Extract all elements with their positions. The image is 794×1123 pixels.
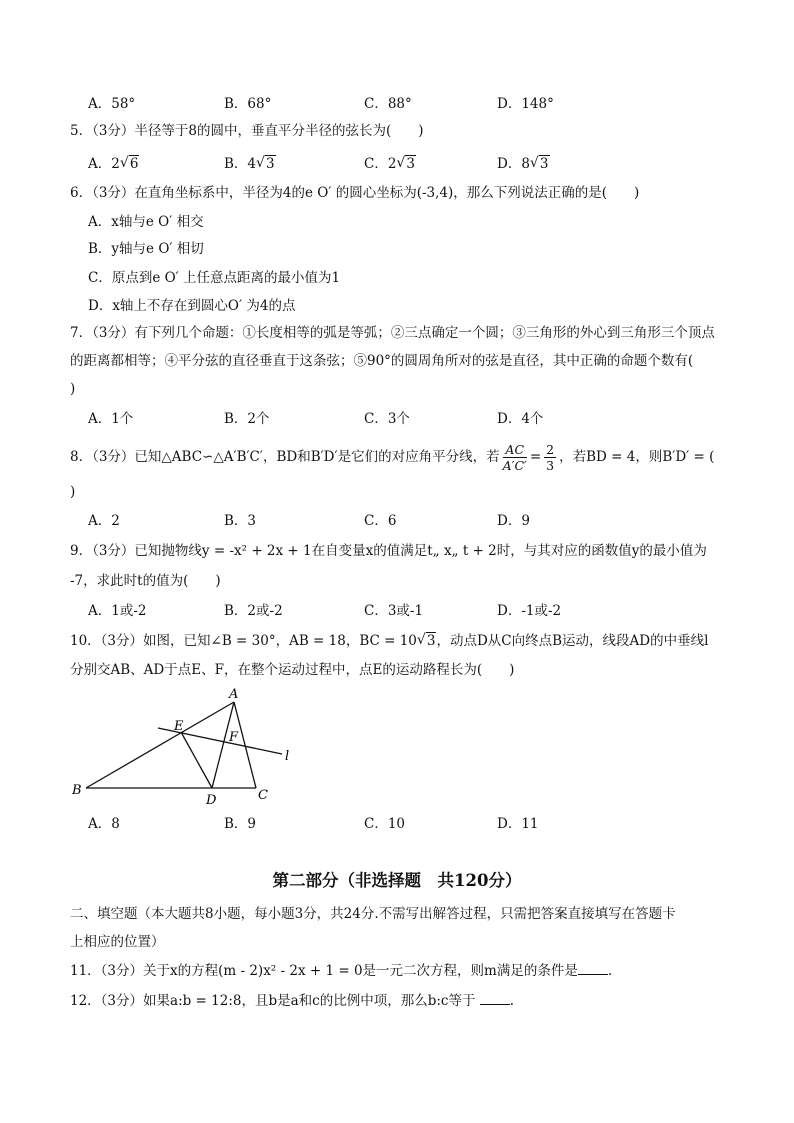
q7-stem-line3: ) (70, 381, 76, 397)
q8-stem-line1 (70, 440, 714, 474)
q8-option-c: C．6 (364, 513, 397, 529)
answer-blank[interactable] (480, 992, 510, 1005)
q10-option-c: C．10 (364, 816, 406, 832)
q10-option-d: D．11 (497, 816, 539, 832)
q8-fraction-ratio (544, 442, 556, 473)
q8-equals: = (529, 449, 542, 465)
q11-stem-end: . (607, 963, 613, 979)
q5-option-b (224, 154, 276, 174)
q4-option-d: D．148° (497, 96, 554, 112)
q10-stem1-radicand: 3 (426, 633, 436, 649)
q5-option-a-radicand: 6 (129, 156, 139, 172)
q8-stem-line2: ) (70, 484, 76, 500)
q8-stem-pre: 8．（3分）已知△ABC∽△A′B′C′，BD和B′D′是它们的对应角平分线，若 (70, 449, 500, 465)
q9-option-d: D．-1或-2 (497, 603, 562, 619)
q10-option-b: B．9 (224, 816, 257, 832)
q8-frac2-num: 2 (546, 442, 555, 457)
q5-option-c-radicand: 3 (406, 156, 416, 172)
q12-stem (70, 991, 514, 1011)
segment-ad (212, 702, 234, 788)
q7-stem-line2: 的距离都相等；④平分弦的直径垂直于这条弦；⑤90°的圆周角所对的弦是直径，其中正确的命题个数有( (70, 353, 694, 369)
q5-option-d (497, 154, 550, 174)
q7-option-a: A．1个 (88, 411, 134, 427)
fill-section-intro-line1: 二、填空题（本大题共8小题，每小题3分，共24分.不需写出解答过程，只需把答案直接填写在答题卡 (70, 906, 676, 922)
q7-option-b: B．2个 (224, 411, 270, 427)
q9-stem-line2: -7，求此时t的值为( ) (70, 573, 221, 589)
q10-stem1-pre: 10．（3分）如图，已知∠B = 30°，AB = 18，BC = 10 (70, 633, 417, 649)
q12-stem-text: 12．（3分）如果a:b = 12:8，且b是a和c的比例中项，那么b:c等于 (70, 993, 480, 1009)
q10-stem1-post: ，动点D从C向终点B运动，线段AD的中垂线l (436, 633, 709, 649)
q6-option-c: C．原点到e O′ 上任意点距离的最小值为1 (88, 270, 341, 286)
q8-option-a: A．2 (88, 513, 120, 529)
q7-option-d: D．4个 (497, 411, 544, 427)
q5-option-d-prefix: D．8 (497, 156, 530, 172)
q8-frac1-num: AC (503, 442, 527, 458)
q5-option-a-prefix: A．2 (88, 156, 120, 172)
label-b: B (72, 783, 82, 798)
answer-blank[interactable] (578, 962, 608, 975)
q8-stem-post: ，若BD = 4，则B′D′ = ( (559, 449, 715, 465)
q8-frac1-den: A′C′ (502, 458, 527, 473)
q9-option-c: C．3或-1 (364, 603, 424, 619)
q9-option-a: A．1或-2 (88, 603, 147, 619)
q8-option-b: B．3 (224, 513, 257, 529)
label-l: l (285, 749, 290, 764)
q5-option-c-prefix: C．2 (364, 156, 397, 172)
q5-option-b-prefix: B．4 (224, 156, 257, 172)
q10-triangle-figure (66, 684, 306, 808)
q5-option-b-radicand: 3 (266, 156, 275, 172)
q7-option-c: C．3个 (364, 411, 410, 427)
sqrt-symbol (120, 154, 140, 174)
q9-option-b: B．2或-2 (224, 603, 283, 619)
label-c: C (258, 788, 268, 803)
part2-title: 第二部分（非选择题 共120分） (272, 871, 522, 890)
label-f: F (229, 730, 239, 745)
segment-ba (86, 702, 234, 788)
label-d: D (206, 793, 217, 808)
q6-option-d: D．x轴上不存在到圆心O′ 为4的点 (88, 298, 296, 314)
q4-option-b: B．68° (224, 96, 272, 112)
q7-stem-line1: 7．（3分）有下列几个命题：①长度相等的弧是等弧；②三点确定一个圆；③三角形的外心到三角形三个顶点 (70, 325, 715, 341)
q8-option-d: D．9 (497, 513, 530, 529)
sqrt-symbol (256, 154, 276, 174)
label-a: A (229, 687, 239, 702)
fill-section-intro-line2: 上相应的位置） (70, 934, 165, 950)
q8-fraction-ac (503, 442, 527, 473)
q11-stem-text: 11．（3分）关于x的方程(m - 2)x² - 2x + 1 = 0是一元二次方程，则m满足的条件是 (70, 963, 578, 979)
q10-option-a: A．8 (88, 816, 120, 832)
q11-stem (70, 961, 612, 981)
sqrt-symbol (530, 154, 550, 174)
q5-stem: 5．（3分）半径等于8的圆中，垂直平分半径的弦长为( ) (70, 123, 424, 139)
q5-option-c (364, 154, 416, 174)
q9-stem-line1: 9．（3分）已知抛物线y = -x² + 2x + 1在自变量x的值满足t„ x„ t + 2时，与其对应的函数值y的最小值为 (70, 543, 707, 559)
q6-option-b: B．y轴与e O′ 相切 (88, 241, 204, 257)
q5-option-d-radicand: 3 (539, 156, 549, 172)
segment-ed (181, 732, 212, 788)
q12-stem-end: . (509, 993, 515, 1009)
q4-option-c: C．88° (364, 96, 412, 112)
q6-stem: 6．（3分）在直角坐标系中，半径为4的e O′ 的圆心坐标为(-3,4)，那么下列说法正确的是( ) (70, 185, 640, 201)
sqrt-symbol (417, 631, 437, 651)
q10-stem-line1 (70, 631, 708, 651)
q8-frac2-den: 3 (546, 458, 555, 473)
label-e: E (174, 719, 184, 734)
q5-option-a (88, 154, 139, 174)
q4-option-a: A．58° (88, 96, 136, 112)
sqrt-symbol (396, 154, 416, 174)
q6-option-a: A．x轴与e O′ 相交 (88, 214, 204, 230)
q10-stem-line2: 分别交AB、AD于点E、F，在整个运动过程中，点E的运动路程长为( ) (70, 662, 515, 678)
